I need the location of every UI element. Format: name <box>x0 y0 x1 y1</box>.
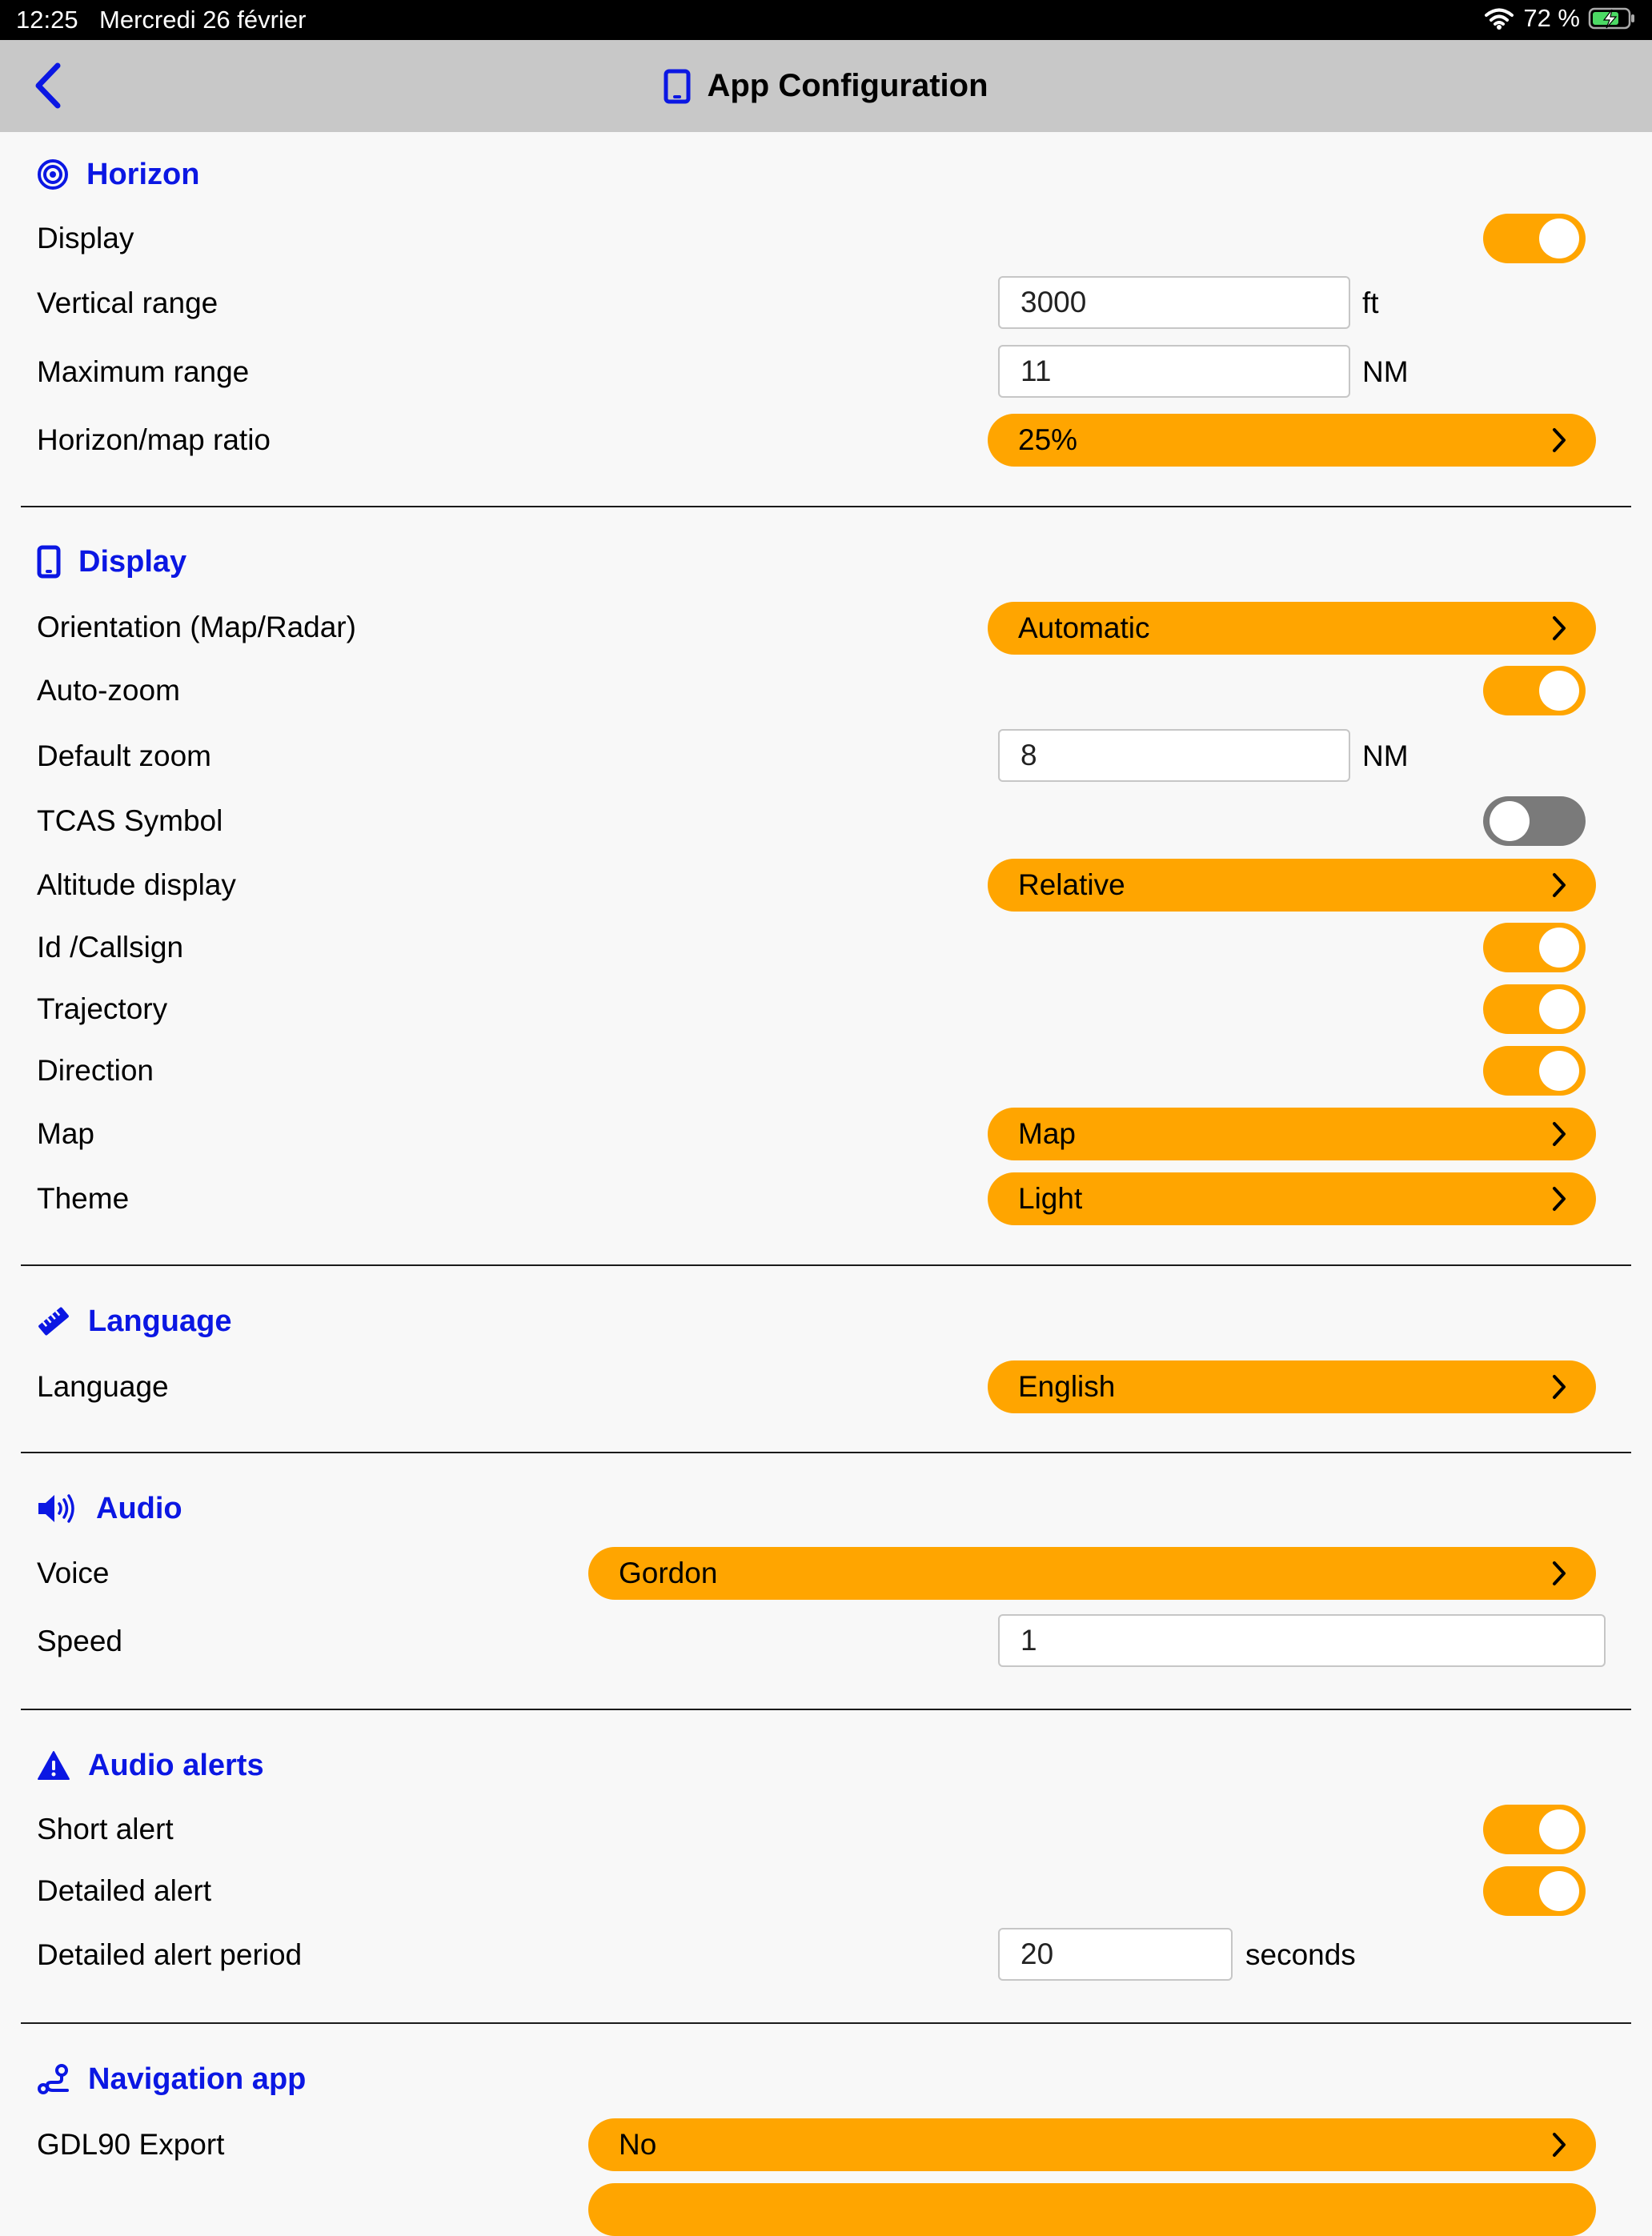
setting-label: Auto-zoom <box>37 674 180 707</box>
nav-bar <box>0 40 1652 132</box>
setting-label: Trajectory <box>37 992 168 1025</box>
select-value: Automatic <box>1018 611 1150 644</box>
orientation-select[interactable] <box>988 602 1596 655</box>
section-title: Language <box>88 1304 232 1338</box>
wifi-icon <box>1483 6 1515 30</box>
status-time: 12:25 <box>16 6 78 34</box>
setting-label: Theme <box>37 1182 130 1215</box>
nav-title-group <box>0 40 1652 132</box>
setting-label: Map <box>37 1117 94 1150</box>
setting-label: Altitude display <box>37 868 236 901</box>
section-header-audio-alerts <box>37 1743 264 1788</box>
ruler-icon <box>37 1304 70 1338</box>
toggle-knob <box>1539 1051 1579 1091</box>
short-alert-toggle[interactable] <box>1483 1805 1586 1854</box>
setting-label: Default zoom <box>37 739 211 772</box>
theme-select[interactable] <box>988 1172 1596 1225</box>
default-zoom-input[interactable] <box>998 729 1350 782</box>
alert-period-input[interactable] <box>998 1928 1233 1981</box>
setting-label: TCAS Symbol <box>37 804 223 837</box>
select-value: 25% <box>1018 423 1078 456</box>
tablet-icon <box>664 69 691 104</box>
status-bar <box>0 0 1652 40</box>
setting-label: Detailed alert <box>37 1874 212 1907</box>
setting-label: Language <box>37 1370 169 1403</box>
setting-label: Vertical range <box>37 287 219 319</box>
battery-charging-icon <box>1588 6 1636 30</box>
chevron-right-icon <box>1551 1186 1567 1212</box>
select-value: Map <box>1018 1117 1076 1150</box>
toggle-knob <box>1539 1809 1579 1849</box>
section-header-display <box>37 539 186 584</box>
section-title: Audio alerts <box>88 1748 264 1782</box>
chevron-right-icon <box>1551 2132 1567 2158</box>
section-title: Audio <box>96 1491 182 1525</box>
autozoom-toggle[interactable] <box>1483 666 1586 715</box>
section-title: Display <box>78 544 187 579</box>
setting-label: GDL90 Export <box>37 2128 225 2161</box>
toggle-knob <box>1490 801 1530 841</box>
section-divider <box>21 2022 1631 2024</box>
route-icon <box>37 2063 70 2095</box>
select-value: Light <box>1018 1182 1083 1215</box>
unit-label: ft <box>1362 287 1379 319</box>
section-header-horizon <box>37 152 199 197</box>
setting-label: Detailed alert period <box>37 1938 303 1971</box>
warning-icon <box>37 1750 70 1781</box>
tcas-symbol-toggle[interactable] <box>1483 796 1586 846</box>
section-header-language <box>37 1299 231 1344</box>
chevron-right-icon <box>1551 1561 1567 1586</box>
unit-label: NM <box>1362 739 1409 772</box>
section-header-audio <box>37 1486 182 1531</box>
select-value: Relative <box>1018 868 1125 901</box>
toggle-knob <box>1539 671 1579 711</box>
altitude-display-select[interactable] <box>988 859 1596 912</box>
section-divider <box>21 506 1631 507</box>
phone-icon <box>37 545 61 579</box>
setting-label: Horizon/map ratio <box>37 423 271 456</box>
setting-label: Maximum range <box>37 355 250 388</box>
setting-label: Voice <box>37 1557 110 1589</box>
battery-percent: 72 % <box>1523 4 1580 32</box>
direction-toggle[interactable] <box>1483 1046 1586 1096</box>
chevron-right-icon <box>1551 615 1567 641</box>
toggle-knob <box>1539 1871 1579 1911</box>
callsign-toggle[interactable] <box>1483 923 1586 972</box>
select-value: No <box>619 2128 657 2161</box>
speaker-icon <box>37 1493 78 1525</box>
chevron-right-icon <box>1551 1121 1567 1147</box>
map-select[interactable] <box>988 1108 1596 1160</box>
section-header-navigation-app <box>37 2057 306 2102</box>
target-icon <box>37 158 69 190</box>
gdl90-export-select[interactable] <box>588 2118 1596 2171</box>
select-value: English <box>1018 1370 1116 1403</box>
detailed-alert-toggle[interactable] <box>1483 1866 1586 1916</box>
setting-label: Display <box>37 222 134 254</box>
page-title: App Configuration <box>707 68 988 103</box>
status-date: Mercredi 26 février <box>99 6 307 34</box>
voice-select[interactable] <box>588 1547 1596 1600</box>
toggle-knob <box>1539 218 1579 258</box>
vertical-range-input[interactable] <box>998 276 1350 329</box>
toggle-knob <box>1539 928 1579 968</box>
chevron-right-icon <box>1551 872 1567 898</box>
next-row-select[interactable] <box>588 2183 1596 2236</box>
setting-label: Orientation (Map/Radar) <box>37 611 356 643</box>
status-right <box>1483 4 1636 33</box>
horizon-display-toggle[interactable] <box>1483 214 1586 263</box>
select-value: Gordon <box>619 1557 718 1589</box>
setting-label: Short alert <box>37 1813 174 1845</box>
horizon-ratio-select[interactable] <box>988 414 1596 467</box>
section-divider <box>21 1264 1631 1266</box>
speed-input[interactable] <box>998 1614 1606 1667</box>
trajectory-toggle[interactable] <box>1483 984 1586 1034</box>
section-title: Navigation app <box>88 2062 307 2096</box>
section-divider <box>21 1452 1631 1453</box>
maximum-range-input[interactable] <box>998 345 1350 398</box>
section-title: Horizon <box>86 157 200 191</box>
setting-label: Speed <box>37 1625 122 1657</box>
toggle-knob <box>1539 989 1579 1029</box>
unit-label: seconds <box>1245 1938 1356 1971</box>
section-divider <box>21 1709 1631 1710</box>
chevron-right-icon <box>1551 1374 1567 1400</box>
setting-label: Id /Callsign <box>37 931 184 964</box>
chevron-right-icon <box>1551 427 1567 453</box>
unit-label: NM <box>1362 355 1409 388</box>
language-select[interactable] <box>988 1360 1596 1413</box>
setting-label: Direction <box>37 1054 154 1087</box>
